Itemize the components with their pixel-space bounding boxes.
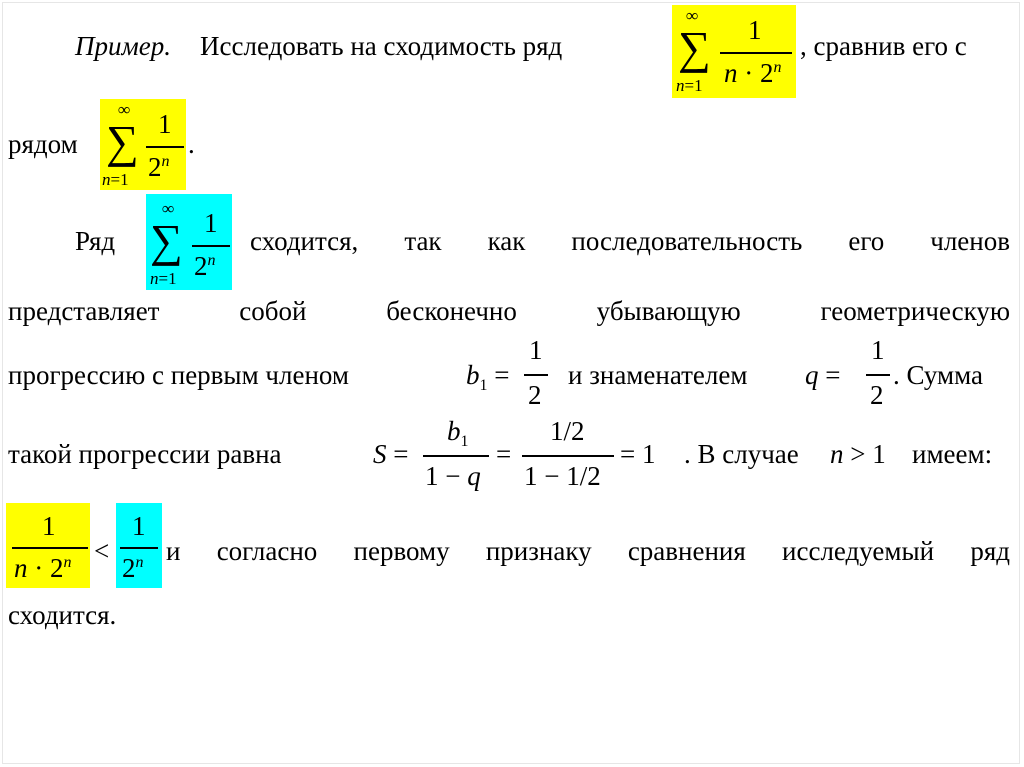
fraction-bar [146, 146, 184, 148]
b1-numerator: 1 [529, 335, 543, 365]
sigma-symbol: ∑ [678, 22, 711, 73]
formula-sum-2n-highlight [100, 99, 186, 190]
fraction-bar [12, 547, 88, 549]
fraction-bar [120, 547, 158, 549]
fraction-numerator: 1 [42, 511, 56, 541]
line2-period: . [188, 129, 195, 159]
fraction-bar [522, 455, 614, 457]
line5-text-b: и знаменателем [568, 360, 748, 390]
line1-text: Исследовать на сходимость ряд [200, 31, 563, 61]
sum-upper-limit: ∞ [686, 6, 699, 25]
fraction-numerator: 1 [132, 511, 146, 541]
fraction-bar [192, 245, 230, 247]
fraction-denominator: 2$^n$ [148, 152, 170, 182]
sum-lower-limit: n=1 [676, 76, 703, 95]
sigma-symbol: ∑ [150, 215, 183, 266]
fraction-1-n2n-highlight [6, 503, 90, 588]
fraction-numerator: 1 [748, 15, 762, 45]
fraction-numerator: 1 [204, 208, 218, 238]
line4-text: представляет собой бесконечно убывающую геометрическую [8, 296, 1010, 326]
line1-tail: , сравнив его с [800, 31, 967, 61]
line2-text: рядом [8, 129, 78, 159]
formula-S: S = [373, 439, 409, 469]
S-numerator: $b_1$ [447, 416, 469, 450]
line7-text: и согласно первому признаку сравнения исследуемый ряд [166, 536, 1010, 566]
formula-sum-n2n-highlight [672, 5, 796, 98]
line6-text-a: такой прогрессии равна [8, 439, 282, 469]
fraction-bar [720, 52, 792, 54]
fraction-bar [423, 455, 489, 457]
line8-text: сходится. [8, 600, 117, 630]
sigma-symbol: ∑ [106, 116, 139, 167]
formula-sum-2n-cyan [146, 194, 232, 290]
S2-denominator: 1 − 1/2 [524, 461, 601, 491]
fraction-bar [524, 374, 548, 376]
formula-b1: $b_1$ = [466, 360, 510, 394]
fraction-1-2n-cyan [116, 503, 162, 588]
sum-upper-limit: ∞ [118, 100, 131, 119]
q-numerator: 1 [871, 335, 885, 365]
fraction-denominator: $n \cdot 2^n$ [724, 58, 782, 88]
S-denominator: 1 − q [425, 461, 481, 491]
b1-denominator: 2 [528, 380, 542, 410]
S-result: = 1 [620, 439, 656, 469]
line6-text-c: имеем: [912, 439, 993, 469]
line6-text-b: . В случае [684, 439, 799, 469]
formula-q: q = [805, 360, 841, 390]
example-label: Пример. [75, 31, 171, 61]
line3-text: сходится, так как последовательность его членов [250, 226, 1010, 256]
line5-text-c: . Сумма [893, 360, 983, 390]
fraction-numerator: 1 [158, 109, 172, 139]
S2-numerator: 1/2 [550, 416, 585, 446]
line3-start: Ряд [75, 226, 116, 256]
less-than-sign: < [94, 536, 110, 566]
equals-sign: = [496, 439, 512, 469]
q-denominator: 2 [870, 380, 884, 410]
fraction-denominator: 2$^n$ [122, 553, 144, 583]
fraction-denominator: $n \cdot 2^n$ [14, 553, 72, 583]
sum-upper-limit: ∞ [162, 199, 175, 218]
formula-n-gt-1: n > 1 [830, 439, 886, 469]
sum-lower-limit: n=1 [150, 269, 177, 288]
fraction-bar [866, 374, 890, 376]
sum-lower-limit: n=1 [102, 170, 129, 189]
line5-text-a: прогрессию с первым членом [8, 360, 349, 390]
fraction-denominator: 2$^n$ [194, 251, 216, 281]
